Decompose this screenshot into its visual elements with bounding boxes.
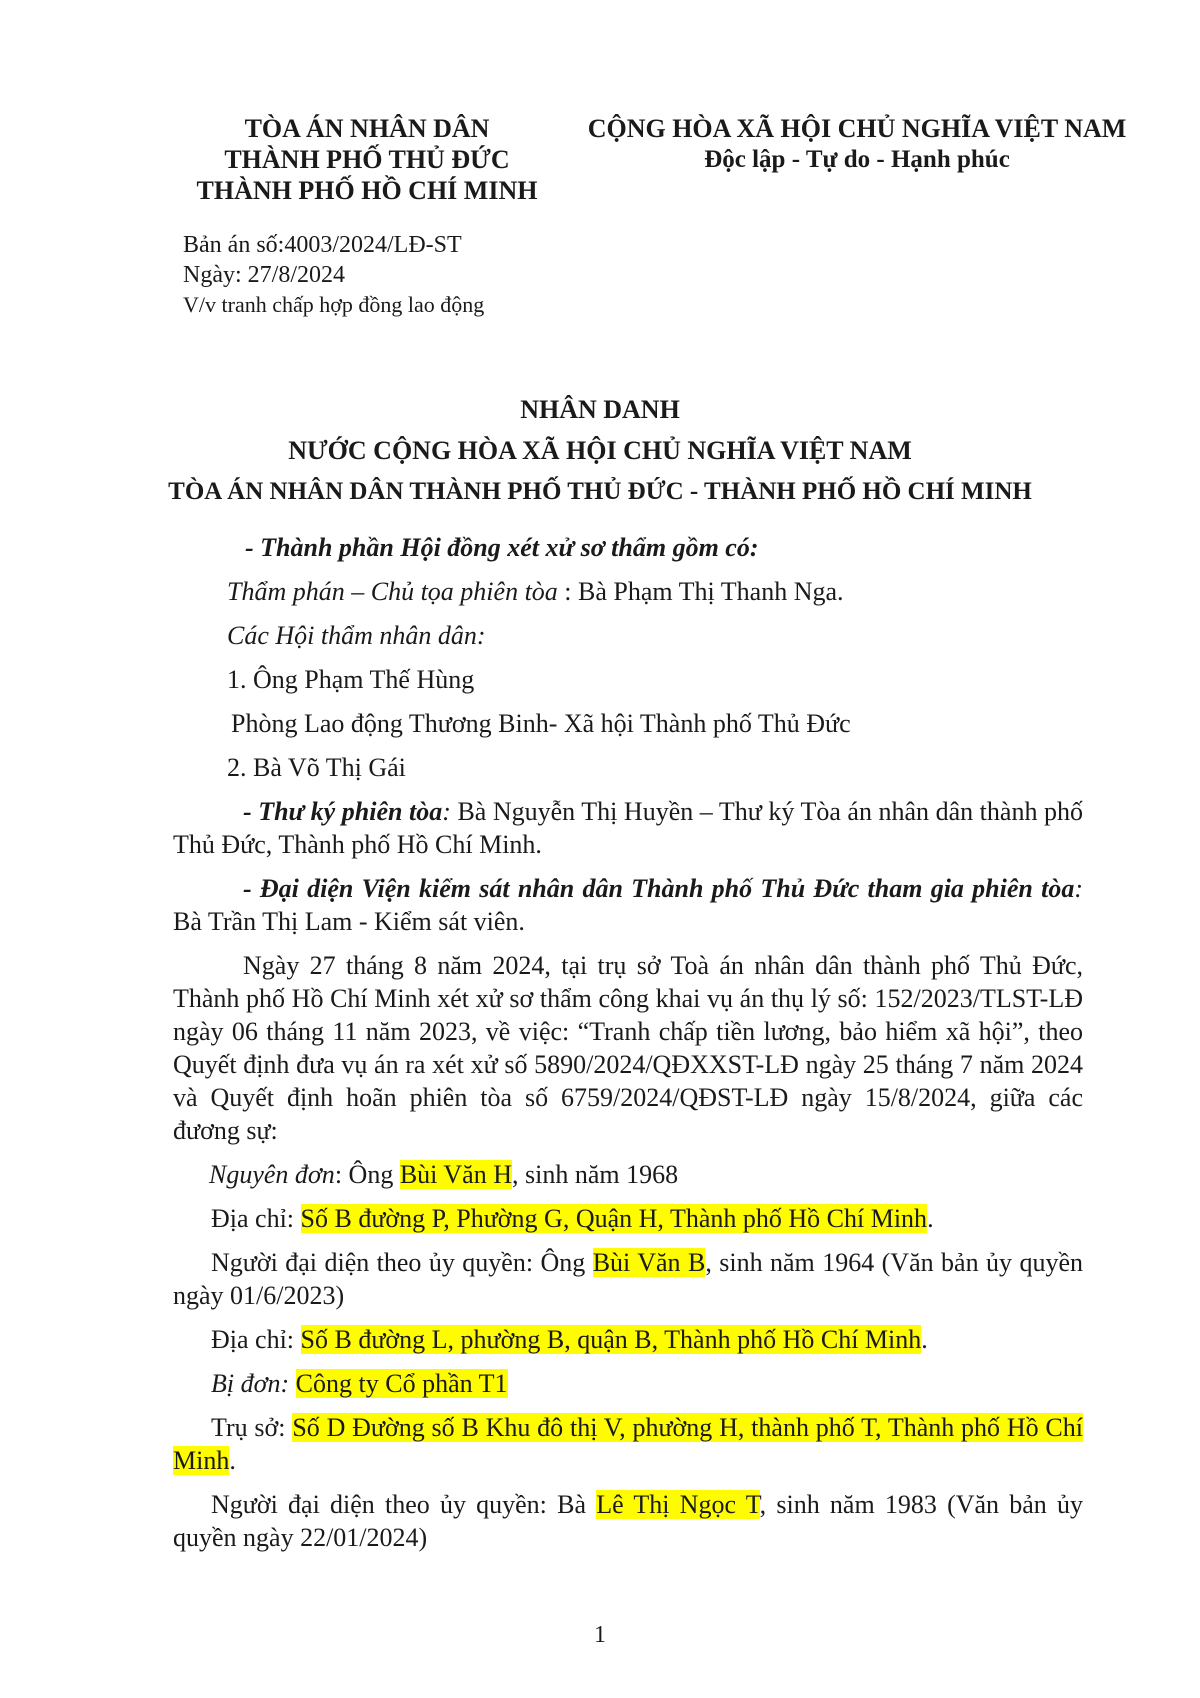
clerk-colon: : [442, 797, 451, 826]
plaintiff-label: Nguyên đơn [209, 1160, 335, 1189]
judge-value: : Bà Phạm Thị Thanh Nga. [557, 577, 844, 606]
plaintiff-address-label: Địa chỉ: [211, 1204, 301, 1233]
case-subject: V/v tranh chấp hợp đồng lao động [183, 292, 485, 317]
plaintiff-address: Số B đường P, Phường G, Quận H, Thành phố Hồ Chí Minh [300, 1204, 928, 1233]
procurator-value: Bà Trần Thị Lam - Kiểm sát viên. [173, 907, 525, 936]
assessors-label: Các Hội thẩm nhân dân: [227, 621, 486, 650]
clerk-line [173, 795, 1083, 861]
assessor-2: 2. Bà Võ Thị Gái [227, 753, 406, 782]
court-header-line3: THÀNH PHỐ HỒ CHÍ MINH [196, 176, 538, 205]
defendant-hq-end: . [229, 1446, 236, 1475]
clerk-label: - Thư ký phiên tòa [243, 797, 443, 826]
assessor-1-org: Phòng Lao động Thương Binh- Xã hội Thành phố Thủ Đức [231, 709, 851, 738]
defendant-rep-line [173, 1488, 1083, 1554]
panel-heading: - Thành phần Hội đồng xét xử sơ thẩm gồm có: [245, 533, 759, 562]
court-header-line2: THÀNH PHỐ THỦ ĐỨC [224, 145, 510, 174]
judge-line [173, 575, 1083, 608]
plaintiff-pre: : Ông [334, 1160, 400, 1189]
defendant-colon: : [280, 1369, 296, 1398]
plaintiff-rep-address-end: . [921, 1325, 928, 1354]
plaintiff-post: , sinh năm 1968 [512, 1160, 679, 1189]
defendant-line [173, 1367, 1083, 1400]
national-motto: Độc lập - Tự do - Hạnh phúc [704, 146, 1010, 173]
defendant-hq-label: Trụ sở: [211, 1413, 293, 1442]
plaintiff-rep-address-line [173, 1323, 1083, 1356]
court-header-line1: TÒA ÁN NHÂN DÂN [244, 114, 490, 143]
plaintiff-rep-name: Bùi Văn B [592, 1248, 706, 1277]
case-meta [183, 230, 484, 320]
title-court: TÒA ÁN NHÂN DÂN THÀNH PHỐ THỦ ĐỨC - THÀNH PHỐ HỒ CHÍ MINH [168, 478, 1032, 505]
plaintiff-name: Bùi Văn H [399, 1160, 513, 1189]
defendant-label: Bị đơn [211, 1369, 281, 1398]
page-number: 1 [594, 1622, 606, 1648]
plaintiff-rep-pre: Người đại diện theo ủy quyền: Ông [211, 1248, 593, 1277]
plaintiff-address-line [173, 1202, 1083, 1235]
defendant-name: Công ty Cổ phần T1 [295, 1369, 508, 1398]
defendant-rep-name: Lê Thị Ngọc T [596, 1490, 760, 1519]
defendant-hq-line [173, 1411, 1083, 1477]
title-republic: NƯỚC CỘNG HÒA XÃ HỘI CHỦ NGHĨA VIỆT NAM [288, 436, 912, 465]
plaintiff-rep-address: Số B đường L, phường B, quận B, Thành phố Hồ Chí Minh [300, 1325, 922, 1354]
procurator-line [173, 872, 1083, 938]
document-body [173, 531, 1083, 1565]
plaintiff-address-end: . [927, 1204, 934, 1233]
procurator-label: - Đại diện Viện kiểm sát nhân dân Thành phố Thủ Đức tham gia phiên tòa [243, 874, 1075, 903]
procurator-colon: : [1074, 874, 1083, 903]
trial-paragraph: Ngày 27 tháng 8 năm 2024, tại trụ sở Toà án nhân dân thành phố Thủ Đức, Thành phố Hồ Chí Minh xét xử sơ thẩm công khai vụ án thụ lý số: 152/2023/TLST-LĐ ngày 06 tháng 11 năm 2023, về việc: “Tranh chấp tiền lương, bảo hiểm xã hội”, theo Quyết định đưa vụ án ra xét xử số 5890/2024/QĐXXST-LĐ ngày 25 tháng 7 năm 2024 và Quyết định hoãn phiên tòa số 6759/2024/QĐST-LĐ ngày 15/8/2024, giữa các đương sự: [173, 951, 1083, 1145]
national-header-title: CỘNG HÒA XÃ HỘI CHỦ NGHĨA VIỆT NAM [587, 114, 1127, 143]
court-header [180, 113, 554, 206]
case-number: Bản án số:4003/2024/LĐ-ST [183, 232, 462, 258]
defendant-rep-post: , sinh năm 1983 (Văn bản ủy quyền ngày 22/01/2024) [173, 1490, 1084, 1552]
title-in-the-name: NHÂN DANH [520, 395, 680, 424]
case-date: Ngày: 27/8/2024 [183, 262, 345, 288]
plaintiff-line [173, 1158, 1083, 1191]
defendant-hq: Số D Đường số B Khu đô thị V, phường H, thành phố T, Thành phố Hồ Chí Minh [173, 1413, 1083, 1475]
plaintiff-rep-line [173, 1246, 1083, 1312]
assessor-1: 1. Ông Phạm Thế Hùng [227, 665, 475, 694]
judge-label: Thẩm phán – Chủ tọa phiên tòa [227, 577, 558, 606]
clerk-value: Bà Nguyễn Thị Huyền – Thư ký Tòa án nhân dân thành phố Thủ Đức, Thành phố Hồ Chí Minh. [173, 797, 1083, 859]
national-header [567, 113, 1147, 175]
plaintiff-rep-post: , sinh năm 1964 (Văn bản ủy quyền ngày 01/6/2023) [173, 1248, 1083, 1310]
plaintiff-rep-address-label: Địa chỉ: [211, 1325, 301, 1354]
defendant-rep-pre: Người đại diện theo ủy quyền: Bà [211, 1490, 597, 1519]
